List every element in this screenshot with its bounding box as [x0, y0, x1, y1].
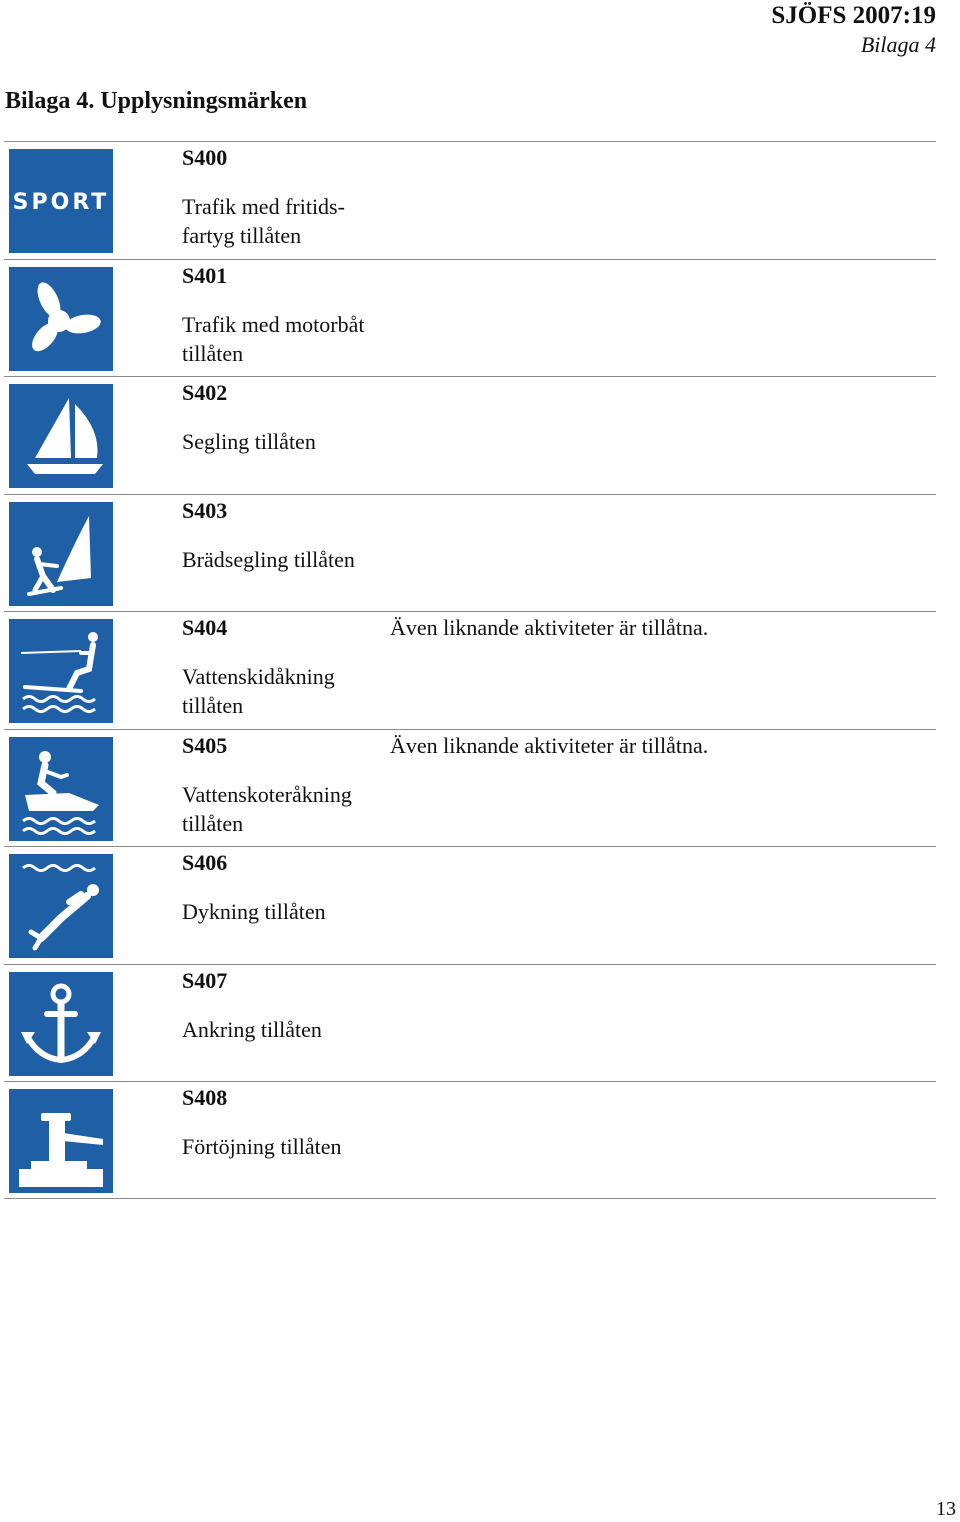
sign-code: S402 [182, 380, 228, 405]
sign-row-s400 [4, 141, 936, 259]
sign-code: S408 [182, 1085, 228, 1110]
windsurfer-sign-icon [9, 502, 113, 606]
sign-row-s405 [4, 729, 936, 847]
sign-code: S407 [182, 967, 228, 993]
sign-name: Segling tillåten [182, 429, 316, 454]
bollard-sign-icon [9, 1089, 113, 1193]
page-number: 13 [936, 1498, 956, 1520]
jet-ski-sign-icon [9, 737, 113, 841]
sign-note: Även liknande aktiviteter är tillåtna. [390, 615, 709, 640]
sign-code: S400 [182, 145, 228, 170]
sign-name: Trafik med fritids-fartyg tillåten [182, 194, 345, 248]
water-skier-sign-icon [9, 619, 113, 723]
sailboat-sign-icon [9, 384, 113, 488]
sign-name: Vattenskoteråkning tillåten [182, 781, 352, 836]
sign-name: Trafik med motorbåt tillåten [182, 311, 365, 366]
sign-code: S404 [182, 615, 228, 640]
header-appendix: Bilaga 4 [860, 32, 936, 57]
sign-row-s404 [4, 611, 936, 729]
sign-table [4, 141, 936, 1199]
sport-sign-label: SPORT [12, 190, 110, 215]
sign-code: S403 [182, 497, 228, 523]
sign-row-s401 [4, 259, 936, 377]
propeller-sign-icon [9, 267, 113, 371]
sign-row-s403 [4, 494, 936, 612]
sign-name: Dykning tillåten [182, 899, 326, 924]
sign-code: S406 [182, 850, 228, 875]
sign-code: S401 [182, 262, 228, 288]
diver-sign-icon [9, 854, 113, 958]
sign-note: Även liknande aktiviteter är tillåtna. [390, 732, 709, 758]
sign-code: S405 [182, 732, 228, 758]
sign-row-s402 [4, 376, 936, 494]
sign-row-s407 [4, 964, 936, 1082]
anchor-sign-icon [9, 972, 113, 1076]
sign-name: Brädsegling tillåten [182, 546, 355, 572]
sign-name: Förtöjning tillåten [182, 1134, 342, 1159]
sport-sign-icon [9, 149, 113, 253]
sign-row-s406 [4, 846, 936, 964]
sign-name: Ankring tillåten [182, 1016, 322, 1042]
header-code: SJÖFS 2007:19 [771, 2, 936, 29]
page-title: Bilaga 4. Upplysningsmärken [5, 88, 308, 114]
sign-name: Vattenskidåkning tillåten [182, 664, 335, 718]
sign-row-s408 [4, 1081, 936, 1199]
